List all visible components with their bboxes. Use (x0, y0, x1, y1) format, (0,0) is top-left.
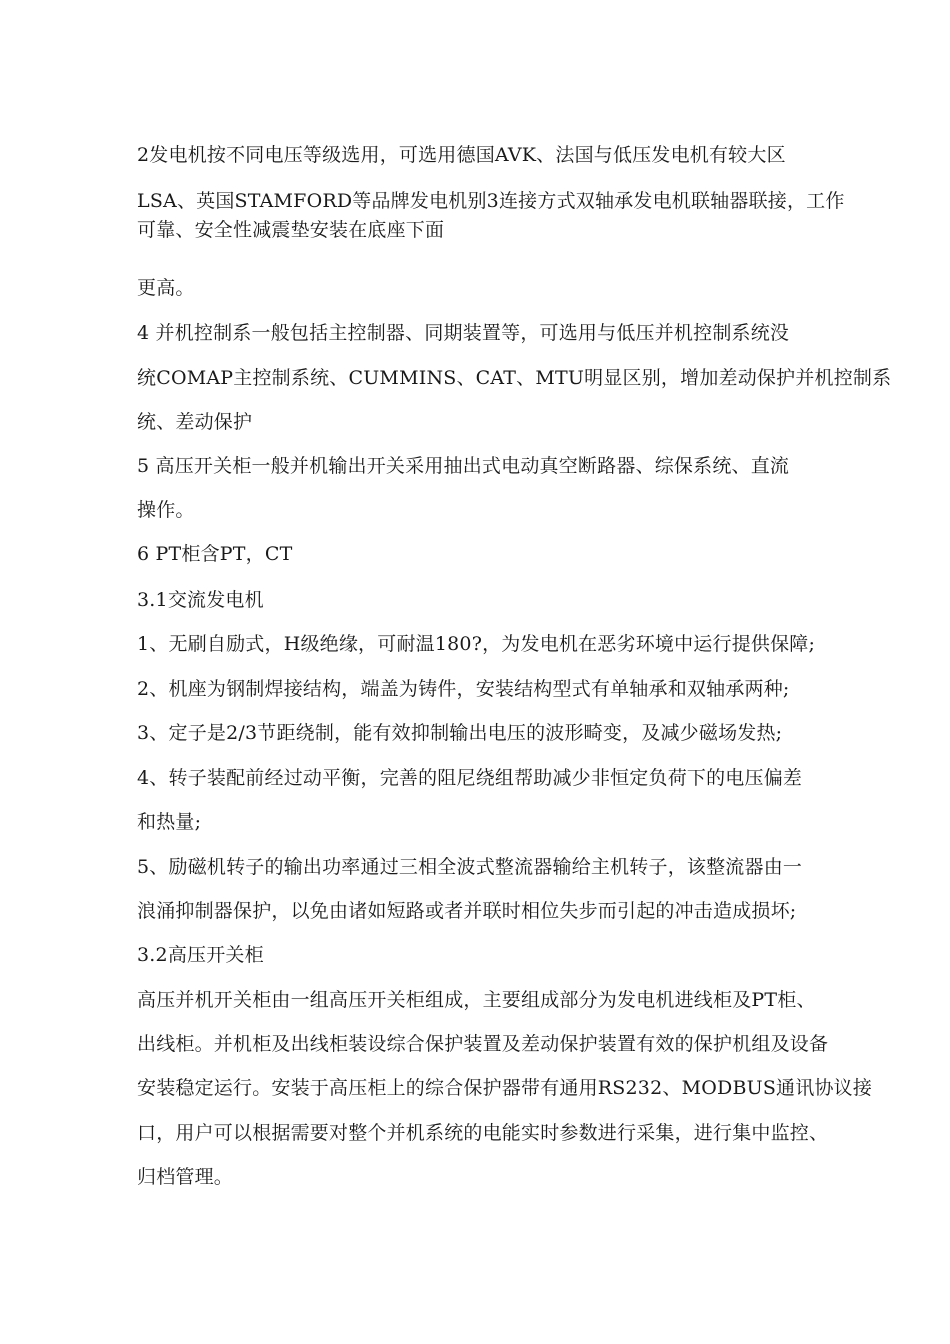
text-line: 2、机座为钢制焊接结构，端盖为铸件，安装结构型式有单轴承和双轴承两种; (137, 678, 790, 700)
text-line: 归档管理。 (137, 1166, 234, 1188)
text-line: 浪涌抑制器保护，以免由诸如短路或者并联时相位失步而引起的冲击造成损坏; (137, 900, 797, 922)
section-heading: 3.1交流发电机 (137, 589, 264, 611)
text-line: 统COMAP主控制系统、CUMMINS、CAT、MTU明显区别，增加差动保护并机控制系 (137, 367, 892, 389)
text-line: 操作。 (137, 499, 195, 521)
text-line: 3、定子是2/3节距绕制，能有效抑制输出电压的波形畸变，及减少磁场发热; (137, 722, 783, 744)
text-line: 可靠、安全性减震垫安装在底座下面 (137, 219, 445, 241)
text-line: 出线柜。并机柜及出线柜装设综合保护装置及差动保护装置有效的保护机组及设备 (137, 1033, 829, 1055)
text-line: 更高。 (137, 277, 195, 299)
text-line: 1、无刷自励式，H级绝缘，可耐温180?，为发电机在恶劣环境中运行提供保障; (137, 633, 816, 655)
text-line: 4 并机控制系一般包括主控制器、同期装置等，可选用与低压并机控制系统没 (137, 322, 790, 344)
text-line: 安装稳定运行。安装于高压柜上的综合保护器带有通用RS232、MODBUS通讯协议接 (137, 1077, 873, 1099)
text-line: 4、转子装配前经过动平衡，完善的阻尼绕组帮助减少非恒定负荷下的电压偏差 (137, 767, 803, 789)
text-line: 高压并机开关柜由一组高压开关柜组成，主要组成部分为发电机进线柜及PT柜、 (137, 989, 816, 1011)
text-line: LSA、英国STAMFORD等品牌发电机别3连接方式双轴承发电机联轴器联接，工作 (137, 190, 845, 212)
text-line: 口，用户可以根据需要对整个并机系统的电能实时参数进行采集，进行集中监控、 (137, 1122, 829, 1144)
text-line: 和热量; (137, 811, 202, 833)
text-line: 6 PT柜含PT，CT (137, 543, 293, 565)
text-line: 统、差动保护 (137, 411, 253, 433)
text-line: 2发电机按不同电压等级选用，可选用德国AVK、法国与低压发电机有较大区 (137, 144, 786, 166)
section-heading: 3.2高压开关柜 (137, 944, 264, 966)
text-line: 5、励磁机转子的输出功率通过三相全波式整流器输给主机转子，该整流器由一 (137, 856, 803, 878)
text-line: 5 高压开关柜一般并机输出开关采用抽出式电动真空断路器、综保系统、直流 (137, 455, 790, 477)
